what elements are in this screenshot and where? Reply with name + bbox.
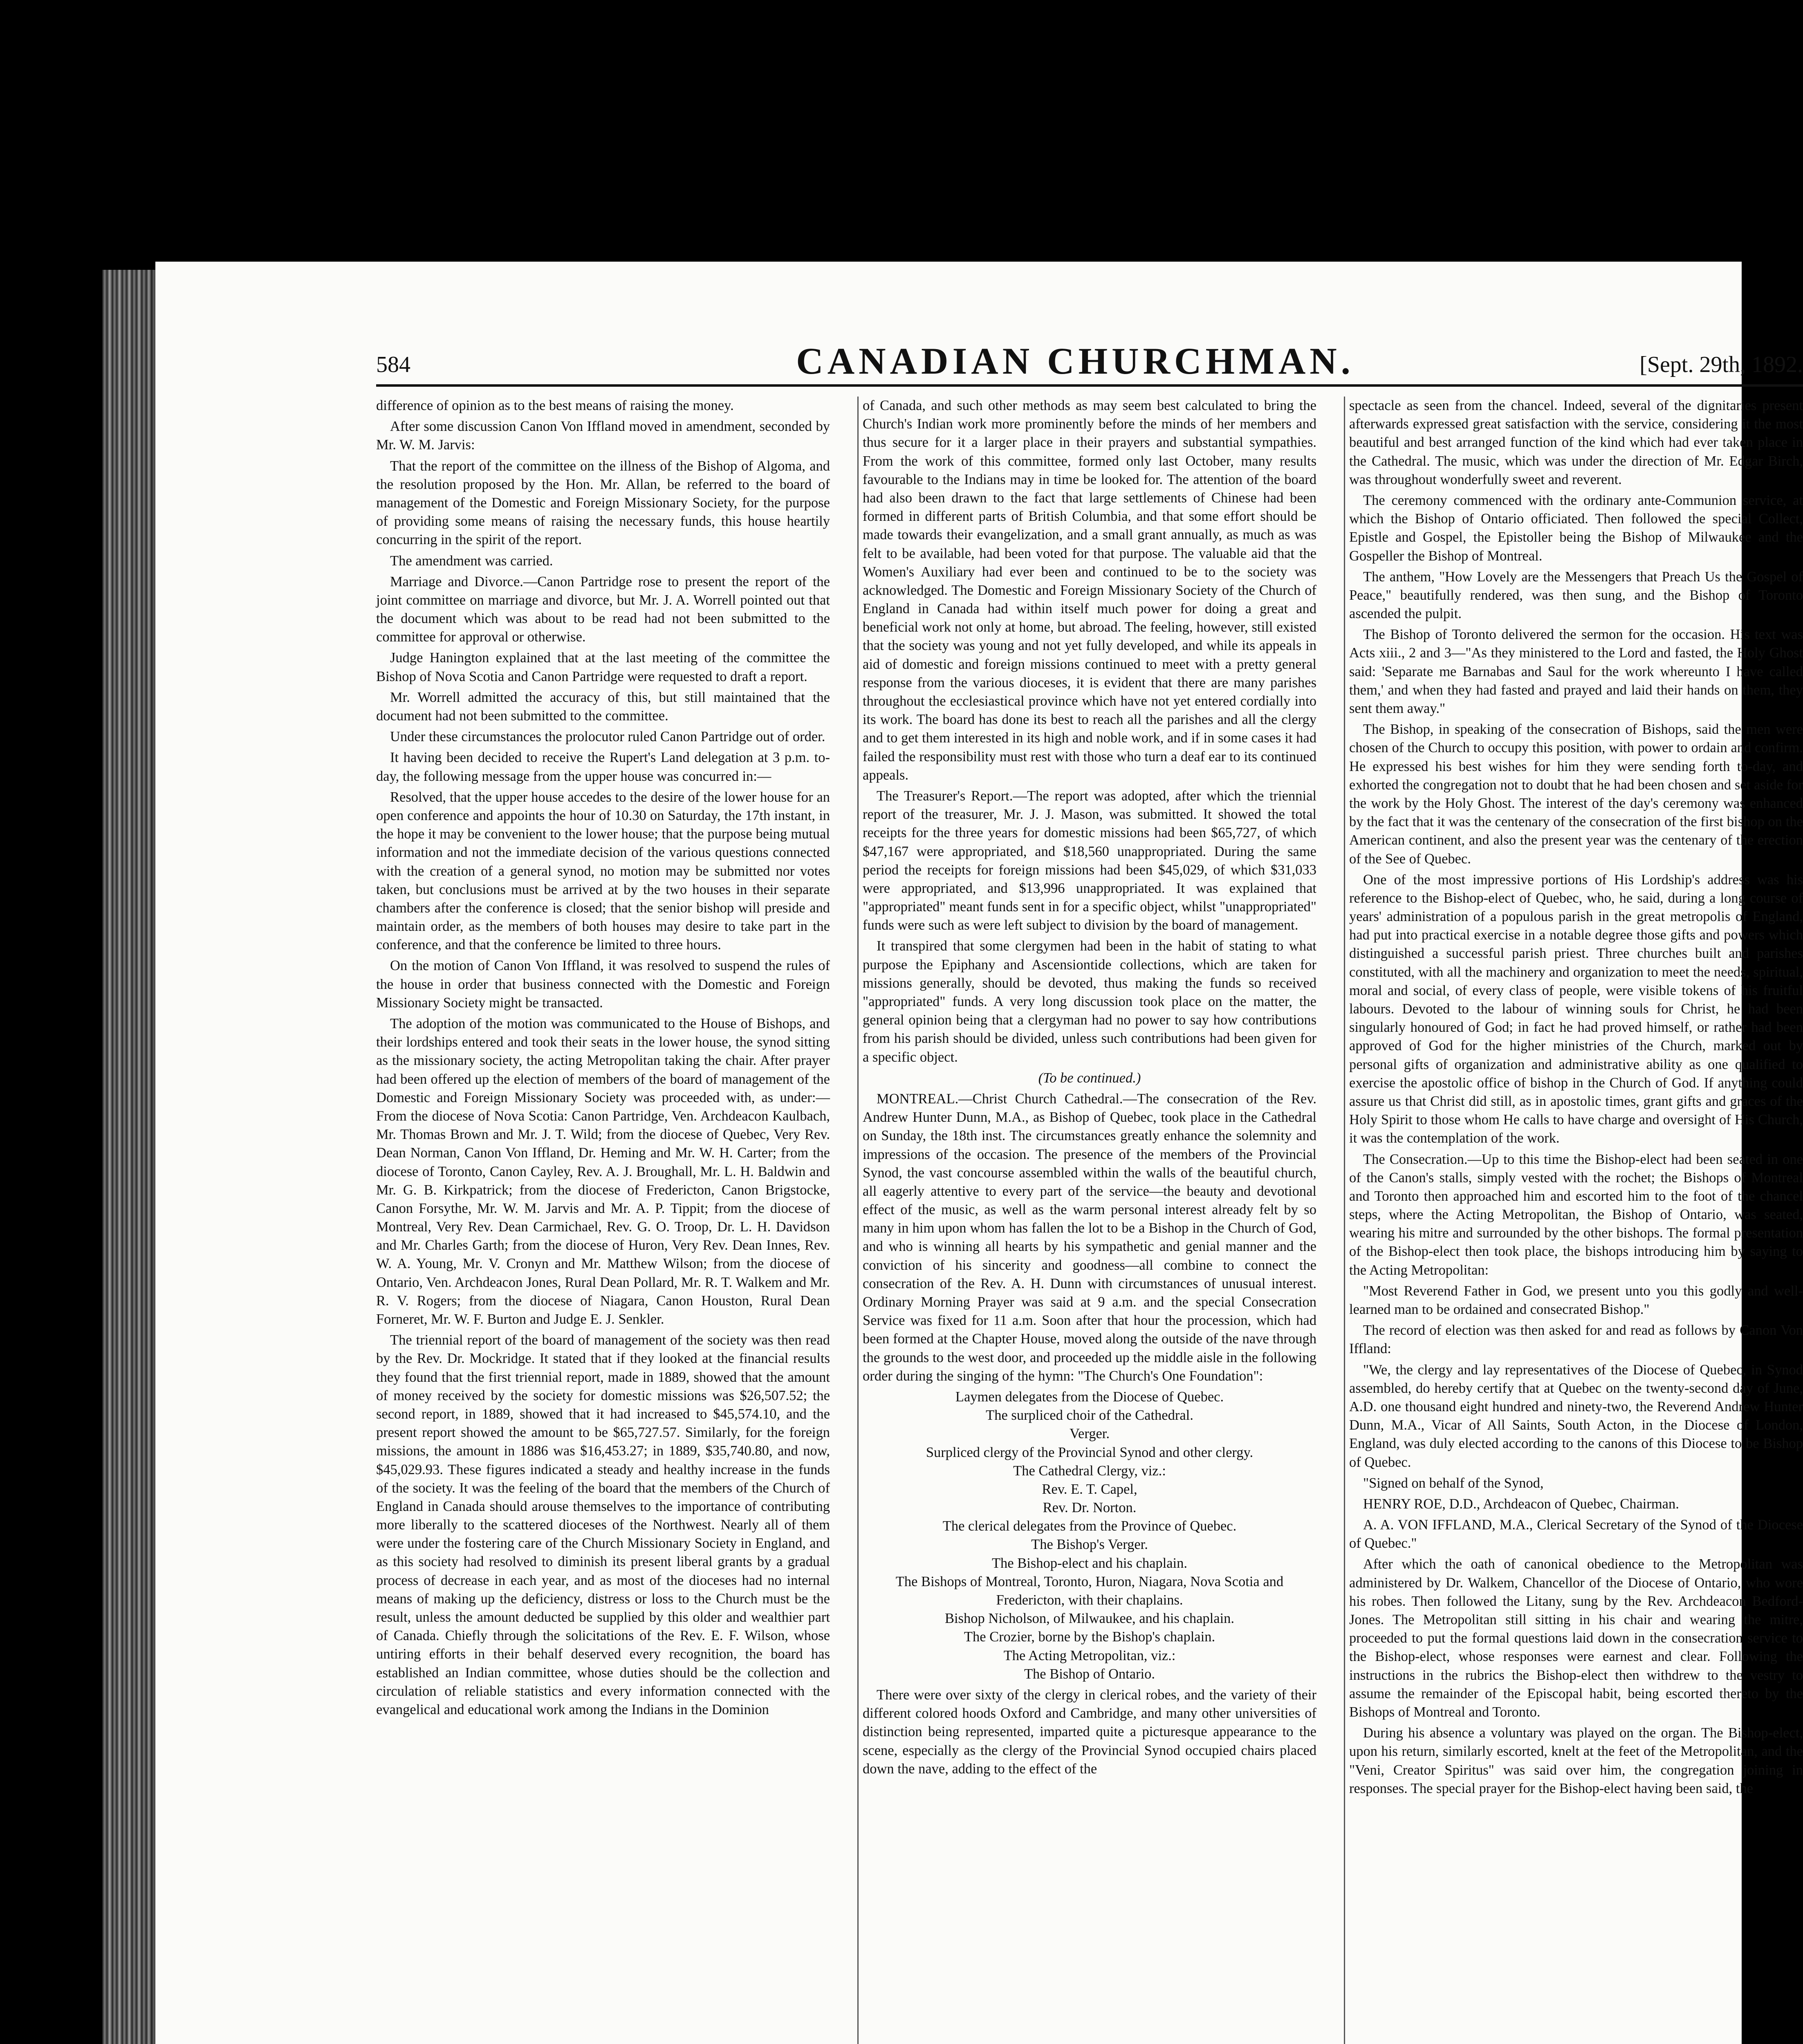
paragraph: "We, the clergy and lay representatives of the Diocese of Quebec, in Synod assembled, do hereby certify that at Quebec on the twenty-second day of June, A.D. one thousand eight hundred and ninety-two, the Reverend Andrew Hunter Dunn, M.A., Vicar of All Saints, South Acton, in the Diocese of London, England, was duly elected according to the canons of this Diocese to be Bishop of Quebec.: [1349, 1362, 1803, 1470]
page-edge-stack: [102, 270, 155, 2044]
paragraph: After which the oath of canonical obedience to the Metropolitan was administered by Dr. Walkem, Chancellor of the Diocese of Ontario, who wore his robes. Then followed the Litany, sung by the Rev. Archdeacon Bedford-Jones. The Metropolitan still sitting in his chair and wearing the mitre, proceeded to put the formal questions laid down in the consecration service to the Bishop-elect, whose responses were earnest and clear. Following the instructions in the rubrics the Bishop-elect then withdrew to the vestry to assume the remainder of the Episcopal habit, being escorted thereto by the Bishops of Montreal and Toronto.: [1349, 1556, 1803, 1720]
paragraph: The Consecration.—Up to this time the Bishop-elect had been seated in one of the Canon's stalls, simply vested with the rochet; the Bishops of Montreal and Toronto then approached him and escorted him to the foot of the chancel steps, where the Acting Metropolitan, the Bishop of Ontario, was seated, wearing his mitre and surrounded by the other bishops. The formal presentation of the Bishop-elect then took place, the bishops introducing him by saying to the Acting Metropolitan:: [1349, 1151, 1803, 1278]
paragraph: The Bishop, in speaking of the consecration of Bishops, said the men were chosen of the Church to occupy this position, with power to ordain and confirm. He expressed his best wishes for him they were sending forth to-day, and exhorted the congregation not to doubt that he had been chosen and set aside for the work by the Holy Ghost. The interest of the day's ceremony was enhanced by the fact that it was the centenary of the consecration of the first bishop on the American continent, and also the present year was the centenary of the erection of the See of Quebec.: [1349, 722, 1803, 867]
procession-item: Rev. E. T. Capel,: [1042, 1481, 1137, 1497]
issue-date: [Sept. 29th, 1892.: [1639, 352, 1803, 377]
procession-item: The Bishop's Verger.: [1031, 1537, 1148, 1553]
paragraph: Under these circumstances the prolocutor ruled Canon Partridge out of order.: [390, 729, 825, 745]
signature-line: A. A. VON IFFLAND, M.A., Clerical Secretary of the Synod of the Diocese of Quebec.": [1349, 1517, 1803, 1551]
paragraph: The ceremony commenced with the ordinary ante-Communion service, at which the Bishop of Ontario officiated. Then followed the special Collect, Epistle and Gospel, the Epistoller being the Bishop of Milwaukee and the Gospeller the Bishop of Montreal.: [1349, 492, 1803, 564]
paragraph: That the report of the committee on the illness of the Bishop of Algoma, and the resolution proposed by the Hon. Mr. Allan, be referred to the board of management of the Domestic and Foreign Missionary Society, for the purpose of providing some means of raising the necessary funds, this house heartily concurring in the spirit of the report.: [376, 458, 830, 548]
procession-item: The clerical delegates from the Province of Quebec.: [942, 1518, 1237, 1534]
column-1: [376, 397, 830, 2044]
article-columns: [376, 397, 1803, 2044]
paragraph: The triennial report of the board of management of the society was then read by the Rev. Dr. Mockridge. It stated that if they looked at the financial results they found that the first triennial report, made in 1889, showed that the amount of money received by the society for domestic missions was $26,507.52; the second report, in 1889, showed that it had increased to $45,574.10, and the present report showed the amount to be $65,727.57. Similarly, for the foreign missions, the amount in 1886 was $16,453.27; in 1889, $35,740.80, and now, $45,029.93. These figures indicated a steady and healthy increase in the funds of the society. It was the feeling of the board that the members of the Church of England in Canada should arouse themselves to the importance of contributing more liberally to the scattered dioceses of the Northwest. Nearly all of them were under the fostering care of the Church Missionary Society in England, and as this society had resolved to diminish its present liberal grants by a gradual process of decrease in each year, and as most of the dioceses had no internal means of making up the deficiency, distress or loss to the Church must be the result, unless the amount deducted be supplied by this older and wealthier part of Canada. Chiefly through the solicitations of the Rev. E. F. Wilson, whose untiring efforts in their behalf deserved every recognition, the board has established an Indian committee, whose duties should be the collection and circulation of reliable statistics and every information connected with the evangelical and educational work among the Indians in the Dominion: [376, 1332, 830, 1717]
page-header: [376, 331, 1803, 405]
procession-item: Laymen delegates from the Diocese of Quebec.: [955, 1389, 1224, 1405]
paragraph: Marriage and Divorce.—Canon Partridge rose to present the report of the joint committee on marriage and divorce, but Mr. J. A. Worrell pointed out that the document which was about to be read had not been submitted to the committee for approval or otherwise.: [376, 574, 830, 645]
column-rule: [1344, 397, 1345, 2044]
paragraph: The anthem, "How Lovely are the Messengers that Preach Us the Gospel of Peace," beautifully rendered, was then sung, and the Bishop of Toronto ascended the pulpit.: [1349, 569, 1803, 622]
procession-item: The Cathedral Clergy, viz.:: [1013, 1463, 1166, 1479]
paragraph: The amendment was carried.: [390, 553, 553, 569]
paragraph: It having been decided to receive the Rupert's Land delegation at 3 p.m. to-day, the following message from the upper house was concurred in:—: [376, 750, 830, 784]
paragraph: Mr. Worrell admitted the accuracy of this, but still maintained that the document had not been submitted to the committee.: [376, 689, 830, 724]
header-rule: [376, 384, 1803, 387]
column-3: [1349, 397, 1803, 2044]
column-rule: [857, 397, 859, 2044]
paragraph: During his absence a voluntary was played on the organ. The Bishop-elect, upon his return, similarly escorted, knelt at the feet of the Metropolitan, and the "Veni, Creator Spiritus" was said over him, the congregation joining in responses. The special prayer for the Bishop-elect having been said, the: [1349, 1725, 1803, 1796]
paragraph: After some discussion Canon Von Iffland moved in amendment, seconded by Mr. W. M. Jarvis:: [376, 419, 830, 453]
page-number: 584: [376, 352, 410, 377]
signature-line: "Signed on behalf of the Synod,: [1363, 1475, 1544, 1491]
procession-item: The Bishop of Ontario.: [1024, 1666, 1155, 1682]
procession-item: The Acting Metropolitan, viz.:: [1003, 1647, 1176, 1663]
paragraph: It transpired that some clergymen had been in the habit of stating to what purpose the Epiphany and Ascensiontide collections, which are taken for missions generally, should be devoted, thus making the funds so received "appropriated" funds. A very long discussion took place on the matter, the general opinion being that a clergyman had no power to say how contributions from his parish should be divided, unless such contributions had been given for a specific object.: [863, 938, 1316, 1065]
paragraph: Judge Hanington explained that at the last meeting of the committee the Bishop of Nova Scotia and Canon Partridge were requested to draft a report.: [376, 650, 830, 684]
paragraph: The Bishop of Toronto delivered the sermon for the occasion. His text was Acts xiii., 2 and 3—"As they ministered to the Lord and fasted, the Holy Ghost said: 'Separate me Barnabas and Saul for the work whereunto I have called them,' and when they had fasted and prayed and laid their hands on them, they sent them away.": [1349, 627, 1803, 716]
procession-item: Verger.: [1069, 1426, 1110, 1442]
newspaper-page: [155, 262, 1803, 2044]
procession-item: The Bishops of Montreal, Toronto, Huron, Niagara, Nova Scotia and Fredericton, with their chaplains.: [895, 1573, 1284, 1608]
paragraph: The record of election was then asked for and read as follows by Canon Von Iffland:: [1349, 1322, 1803, 1357]
paragraph: One of the most impressive portions of His Lordship's address was his reference to the Bishop-elect of Quebec, who, he said, during a long course of years' administration of a populous parish in the great metropolis of England, had put into practical exercise in a notable degree those gifts and powers which distinguished a successful parish priest. Three churches built and parishes constituted, with all the machinery and organization to meet the needs, spiritual, moral and social, of every class of people, were visible tokens of his fruitful labours. Devoted to the labour of winning souls for Christ, he had been singularly honoured of God; in fact he had proved himself, or rather had been approved of God for the higher ministries of the Church, marked out by personal gifts of organization and administrative ability as one qualified to exercise the apostolic office of bishop in the Church of God. If anything could assure us that Christ did still, as in apostolic times, grant gifts and graces of the Holy Spirit to those whom He calls to have charge and oversight of His Church, it was the contemplation of the work.: [1349, 872, 1803, 1146]
paragraph: spectacle as seen from the chancel. Indeed, several of the dignitaries present afterwards expressed great satisfaction with the service, considering it the most beautiful and best arranged function of the kind which had ever taken place in the Cathedral. The music, which was under the direction of Mr. Edgar Birch, was throughout wonderfully sweet and reverent.: [1349, 398, 1803, 487]
continued-note: (To be continued.): [1038, 1070, 1141, 1086]
masthead-title: CANADIAN CHURCHMAN.: [796, 340, 1354, 382]
procession-item: Surpliced clergy of the Provincial Synod and other clergy.: [926, 1444, 1254, 1460]
paragraph: of Canada, and such other methods as may seem best calculated to bring the Church's Indian work more prominently before the minds of her members and thus secure for it a larger place in their prayers and substantial sympathies. From the work of this committee, formed only last October, many results favourable to the Indians may in time be looked for. The attention of the board had also been drawn to the fact that large settlements of Chinese had been formed in different parts of British Columbia, and that some effort should be made towards their evangelization, and a small grant annually, as much as was felt to be available, had been voted for that purpose. The valuable aid that the Women's Auxiliary had ever been and continued to be to the society was acknowledged. The Domestic and Foreign Missionary Society of the Church of England in Canada had within itself much power for doing a great and beneficial work not only at home, but abroad. The feeling, however, still existed that the society was young and not yet fully developed, and while its appeals in aid of domestic and foreign missions continued to meet with a pretty general response from the various dioceses, it is evident that there are many parishes throughout the ecclesiastical province which have not yet entered cordially into its work. The board has done its best to reach all the parishes and all the clergy and to get them interested in its high and noble work, and if in some cases it had failed the responsibility must rest with those who turn a deaf ear to its continued appeals.: [863, 398, 1316, 783]
signature-line: HENRY ROE, D.D., Archdeacon of Quebec, Chairman.: [1363, 1496, 1679, 1512]
column-2: [863, 397, 1316, 2044]
paragraph: Resolved, that the upper house accedes to the desire of the lower house for an open conference and appoints the hour of 10.30 on Saturday, the 17th instant, in the hope it may be convenient to the lower house; that the purpose being mutual information and not the immediate decision of the various questions connected with the creation of a general synod, no motion may be submitted nor votes taken, but conclusions must be arrived at by the two houses in their separate chambers after the conference is closed; that the senior bishop will preside and maintain order, as the members of both houses may desire to take part in the conference, and that the conference be limited to three hours.: [376, 789, 830, 953]
paragraph: There were over sixty of the clergy in clerical robes, and the variety of their different colored hoods Oxford and Cambridge, and many other universities of distinction being represented, imparted quite a picturesque appearance to the scene, especially as the clergy of the Provincial Synod occupied chairs placed down the nave, adding to the effect of the: [863, 1687, 1316, 1777]
paragraph: On the motion of Canon Von Iffland, it was resolved to suspend the rules of the house in order that business connected with the Domestic and Foreign Missionary Society might be transacted.: [376, 958, 830, 1011]
procession-item: The surpliced choir of the Cathedral.: [986, 1407, 1193, 1423]
paragraph: "Most Reverend Father in God, we present unto you this godly and well-learned man to be ordained and consecrated Bishop.": [1349, 1283, 1803, 1317]
paragraph: The adoption of the motion was communicated to the House of Bishops, and their lordships entered and took their seats in the lower house, the synod sitting as the missionary society, the acting Metropolitan taking the chair. After prayer had been offered up the election of members of the board of management of the Domestic and Foreign Missionary Society was proceeded with, as under:—From the diocese of Nova Scotia: Canon Partridge, Ven. Archdeacon Kaulbach, Mr. Thomas Brown and Mr. J. T. Wild; from the diocese of Quebec, Very Rev. Dean Norman, Canon Von Iffland, Dr. Heming and Mr. W. H. Carter; from the diocese of Toronto, Canon Cayley, Rev. A. J. Broughall, Mr. L. H. Baldwin and Mr. G. B. Kirkpatrick; from the diocese of Fredericton, Canon Brigstocke, Canon Forsythe, Mr. W. M. Jarvis and Mr. A. P. Tippit; from the diocese of Montreal, Very Rev. Dean Carmichael, Rev. G. O. Troop, Dr. L. H. Davidson and Mr. Charles Garth; from the diocese of Huron, Very Rev. Dean Innes, Rev. W. A. Young, Mr. V. Cronyn and Mr. Matthew Wilson; from the diocese of Ontario, Ven. Archdeacon Jones, Rural Dean Pollard, Mr. R. T. Walkem and Mr. R. V. Rogers; from the diocese of Niagara, Canon Houston, Rural Dean Forneret, Mr. W. F. Burton and Judge E. J. Senkler.: [376, 1016, 830, 1327]
procession-order: [863, 1388, 1316, 1683]
paragraph: difference of opinion as to the best means of raising the money.: [376, 398, 734, 413]
procession-item: The Bishop-elect and his chaplain.: [991, 1555, 1188, 1571]
procession-item: Bishop Nicholson, of Milwaukee, and his chaplain.: [944, 1611, 1235, 1627]
paragraph: The Treasurer's Report.—The report was adopted, after which the triennial report of the treasurer, Mr. J. J. Mason, was submitted. It showed the total receipts for the three years for domestic missions had been $65,727, of which $47,167 were appropriated, and $18,560 unappropriated. During the same period the receipts for foreign missions had been $45,029, of which $31,033 were appropriated, and $13,996 unappropriated. It was explained that "appropriated" meant funds sent in for a specific object, whilst "unappropriated" funds were such as were left subject to division by the board of management.: [863, 788, 1316, 933]
procession-item: The Crozier, borne by the Bishop's chaplain.: [964, 1629, 1215, 1645]
paragraph: MONTREAL.—Christ Church Cathedral.—The consecration of the Rev. Andrew Hunter Dunn, M.A., as Bishop of Quebec, took place in the Cathedral on Sunday, the 18th inst. The circumstances greatly enhance the solemnity and impressions of the occasion. The presence of the members of the Provincial Synod, the vast concourse assembled within the walls of the beautiful church, all eagerly attentive to every part of the service—the beauty and devotional effect of the music, as well as the warm personal interest already felt by so many in him upon whom has fallen the lot to be a Bishop in the Church of God, and who is winning all hearts by his sympathetic and genial manner and the conviction of his sincerity and goodness—all combine to connect the consecration of the Rev. A. H. Dunn with circumstances of unusual interest. Ordinary Morning Prayer was said at 9 a.m. and the special Consecration Service was fixed for 11 a.m. Soon after that hour the procession, which had been formed at the Chapter House, moved along the outside of the nave through the grounds to the west door, and proceeded up the middle aisle in the following order during the singing of the hymn: "The Church's One Foundation":: [863, 1091, 1316, 1384]
procession-item: Rev. Dr. Norton.: [1043, 1500, 1137, 1516]
